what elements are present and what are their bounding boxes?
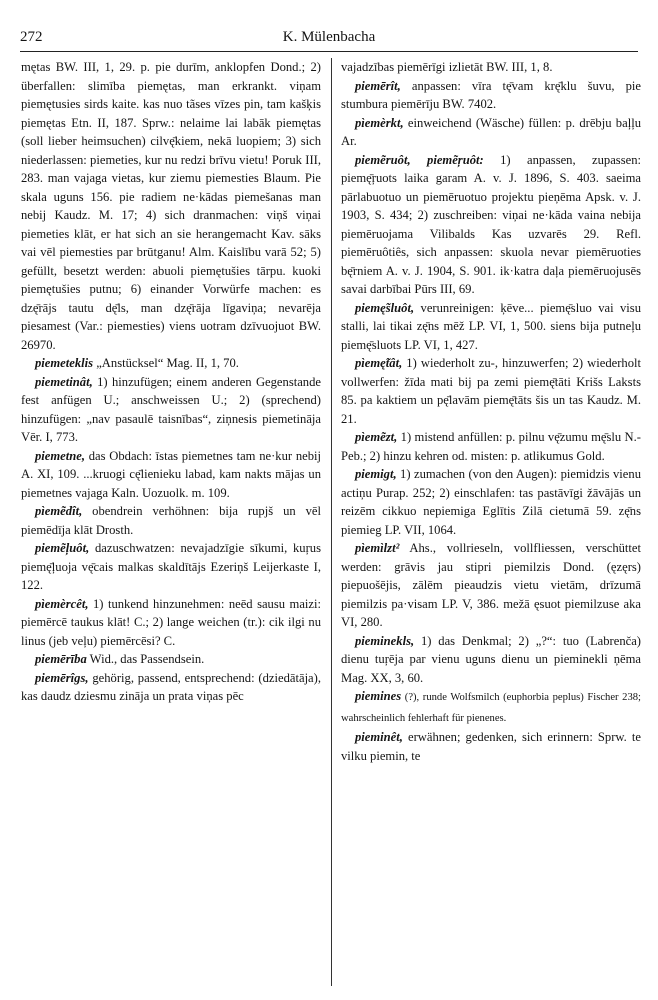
entry-piemetinat	[21, 373, 321, 447]
entry-text: Wid., das Passendsein.	[86, 652, 205, 666]
entry-text: 1) anpassen, zupassen: piemę̄ŗuots laika garam A. v. J. 1896, S. 403. saeima pārlabuotuo un piemēruotuo projektu pieņēma Apsk. v. J. 1903, S. 434; 2) zuschreiben: viņai ne·kāda vaina nebija piemēruojama Vilibalds Kas uzvarēs 29. Refl. piemēruôtiês, sich anpassen: skuola nevar piemēruoties bę̄rniem A. v. J. 1904, S. 901. ik·katra daļa piemēruojusēs savai darbībai Pūrs III, 69.	[341, 152, 641, 296]
entry-headword: piemẽruôt, piemẽŗuôt:	[355, 152, 484, 167]
entry-headword: piemetinât,	[35, 374, 93, 389]
entry-piemines	[341, 687, 641, 728]
entry-text: (?), runde Wolfsmilch (euphorbia peplus) Fischer 238; wahrscheinlich fehlerhaft für pienenes.	[341, 692, 641, 724]
entry-headword: piemẽļuôt,	[35, 541, 90, 555]
entry-headword: piemeteklis	[35, 356, 94, 370]
entry-text: anpassen: vīra tę̄vam krę̄klu šuvu, pie stumbura piemērīju BW. 7402.	[341, 78, 641, 111]
entry-text: vajadzības piemērīgi izlietāt BW. III, 1, 8.	[341, 60, 553, 74]
entry-piemeriba	[21, 650, 321, 669]
entry-text: dazuschwatzen: nevajadzīgie sīkumi, kuŗus piemę̄ļuoja vę̄cais malkas skaldītājs Ezeriņš Leijerkaste I, 122.	[21, 541, 321, 592]
entry-headword: pieminekls,	[355, 633, 415, 648]
entry-pieminet	[341, 728, 641, 765]
entry-text: mętas BW. III, 1, 29. p. pie durīm, anklopfen Dond.; 2) überfallen: slimība piemętas, man erkrankt. viņam piemętusies sirds kaite. kas nuo tãses vīzes pin, tam kašķis piemętas Etn. II, 187. Sprw.: nelaime lai labāk piemętas (soll lieber heimsuchen) cilvę̄kiem, nekā luopiem; 3) sich niederlassen: piemeties, kur nu redzi brīvu vietu! Poruk III, 283. man vajaga vietas, kur ziemu piemesties Blaum. Pie skala uguns 156. pie radiem ne·kādas piemešanas man nebij Kaudz. M. 17; 4) sich dranmachen: viņš viņai piemeties klāt, er hat sich an sie herangemacht Kav. sāks vai vēl piemesties par brūtganu! Alm. Kaislību varā 52; 5) gefüllt, besetzt werden: abuoli piemętušies tārpu. kuoki piemętušies putnu; 6) einander Vorwürfe machen: es dzę̄rājs tautu dę̄ls, man dzę̄rāja līgaviņa; nevarēja piesamest (Var.: piemesties) viens uotram dzīvuojuot BW. 26970.	[21, 60, 321, 352]
running-head: K. Mülenbacha	[282, 29, 376, 45]
entry-text: 1) wiederholt zu-, hinzuwerfen; 2) wiederholt vollwerfen: žīda mati bij pa zemi piemę̄tāti Krišs Laksts 85. pa kaktiem un pę̄lavām piemę̄tāts šis un tas Kaudz. M. 21.	[341, 356, 641, 426]
entry-piemilzt	[341, 539, 641, 632]
page-number: 272	[20, 29, 43, 45]
entry-continuation	[21, 58, 321, 354]
entry-text: 1) tunkend hinzunehmen: neēd sausu maizi: piemērcē taukus klāt! C.; 2) lange weichen (tr.): cik ilgi nu linus (jeb veļu) piemērcēsi? C.	[21, 596, 321, 648]
entry-headword: pìemìlzt²	[355, 541, 400, 555]
entry-headword: pìemèrcêt,	[35, 596, 89, 611]
entry-headword: piemērība	[35, 652, 87, 666]
entry-piemercet	[21, 595, 321, 651]
entry-text: gehörig, passend, entsprechend: (dziedātāja), kas daudz dziesmu zināja un prata viņas pēc	[21, 670, 321, 703]
entry-headword: piemigt,	[355, 467, 397, 481]
entry-text: 1) zumachen (von den Augen): piemidzis vienu actiņu Purap. 252; 2) einschlafen: tas pastāvīgi žāvājās un reizēm cikkuo nepiemiga Eglītis Zilā cietumā 59. zę̄ns piemieg LP. VII, 1064.	[341, 467, 641, 537]
entry-piemerit	[341, 77, 641, 114]
entry-headword: piemę̃sluôt,	[355, 300, 415, 315]
entry-headword: pìemẽzt,	[355, 430, 398, 444]
entry-piemeteklis	[21, 354, 321, 373]
entry-continuation	[341, 58, 641, 77]
entry-text: 1) hinzufügen; einem anderen Gegenstande fest anfügen U.; anschweissen U.; 2) (sprechend) hinzufügen: „nav pasaulē taisnības“, ziņnesis piemetināja Vēr. I, 773.	[21, 374, 321, 444]
entry-piemesluot	[341, 299, 641, 355]
entry-text: Ahs., vollrieseln, vollfliessen, verschüttet werden: grāvis jau stipri piemilzis Dond. (ęzęrs) piepuošējis, zālēm pieaudzis vietu vietām, drīzumā piemilzis pa·visam LP. V, 386. mežā ęsuot piemilzuse aka VI, 280.	[341, 541, 641, 629]
entry-piemerkt	[341, 114, 641, 151]
entry-headword: piemērît,	[355, 78, 401, 93]
entry-text: einweichend (Wäsche) füllen: p. drēbju baļļu Ar.	[341, 115, 641, 148]
entry-headword: pìemę̃tât,	[355, 356, 403, 370]
entry-piemerigs	[21, 669, 321, 706]
entry-pieminekils	[341, 632, 641, 688]
entry-headword: pieminêt,	[355, 730, 403, 744]
page-header	[20, 29, 638, 52]
entry-piemetne	[21, 447, 321, 503]
entry-text: 1) mistend anfüllen: p. pilnu vę̄zumu mę̄slu N.-Peb.; 2) hinzu kehren od. misten: p. atlikumus Gold.	[341, 430, 641, 463]
entry-piemeruot	[341, 151, 641, 299]
right-column	[341, 58, 641, 765]
entry-headword: piemines	[355, 689, 402, 703]
entry-text: obendrein verhöhnen: bija rupjš un vēl piemēdīja klāt Drosth.	[21, 504, 321, 537]
entry-text: erwähnen; gedenken, sich erinnern: Sprw. te vilku piemin, te	[341, 730, 641, 763]
entry-piemigt	[341, 465, 641, 539]
entry-piemezt	[341, 428, 641, 465]
entry-text: das Obdach: īstas piemetnes tam ne·kur nebij A. XI, 109. ...kruogi cę̄lienieku labad, kam nakts mājas un piemetnes vajaga Kaln. Uozuolk. m. 109.	[21, 448, 321, 500]
entry-text: 1) das Denkmal; 2) „?“: tuo (Labrenča) dienu tuŗēja par vienu uguns dienu un pieminekli ņēma Mag. XX, 3, 60.	[341, 633, 641, 685]
column-divider	[331, 58, 332, 986]
entry-headword: piemetne,	[35, 448, 86, 463]
entry-headword: piemērîgs,	[35, 670, 89, 685]
entry-piemeluot	[21, 539, 321, 595]
entry-headword: pìemèrkt,	[355, 115, 404, 130]
entry-piemetat	[341, 354, 641, 428]
entry-text: „Anstücksel“ Mag. II, 1, 70.	[93, 356, 239, 370]
entry-headword: pìemẽdît,	[35, 504, 83, 518]
entry-piemedit	[21, 502, 321, 539]
entry-text: verunreinigen: ķēve... piemę̄sluo vai visu stalli, lai tikai zę̄ns mēž LP. VI, 1, 500. siens bija putneļu piemę̄sluots LP. VI, 1, 427.	[341, 300, 641, 352]
left-column	[21, 58, 321, 706]
